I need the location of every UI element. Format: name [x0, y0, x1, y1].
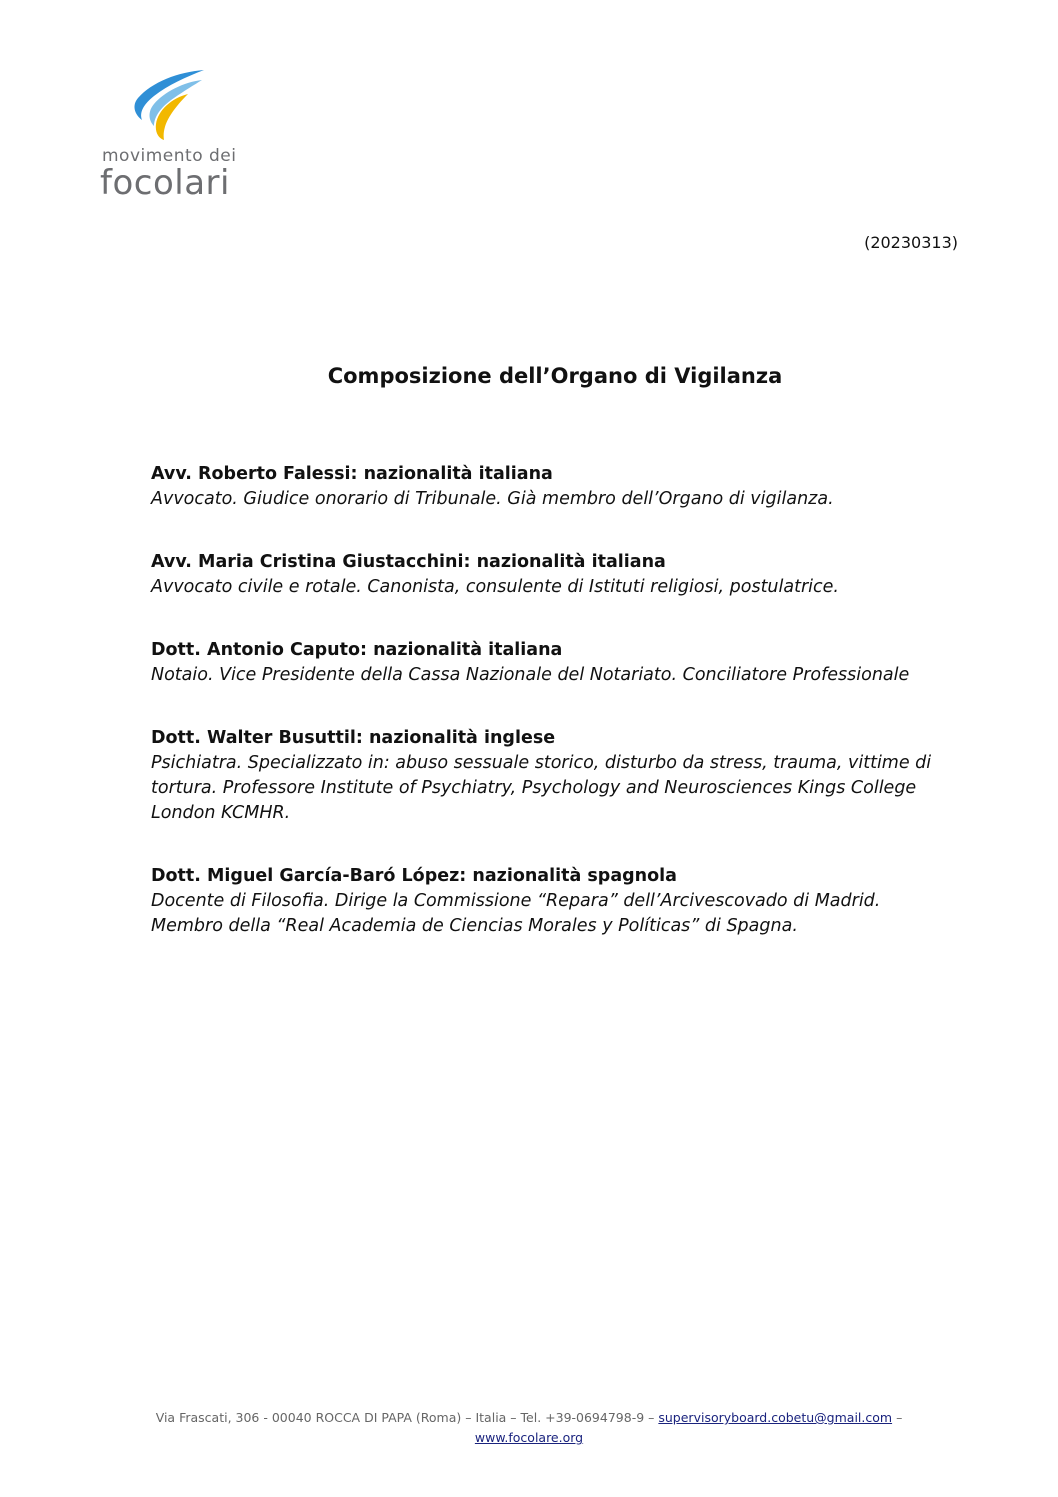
footer-email-link[interactable]: supervisoryboard.cobetu@gmail.com: [658, 1410, 893, 1425]
focolari-swoosh-icon: [130, 68, 210, 143]
member-item: [151, 864, 961, 939]
logo-text-line1: movimento dei: [102, 146, 237, 166]
member-name: Dott. Walter Busuttil: nazionalità inglese: [151, 728, 556, 748]
member-description: Avvocato civile e rotale. Canonista, consulente di Istituti religiosi, postulatrice.: [151, 577, 839, 597]
member-item: [151, 550, 961, 600]
member-name: Dott. Miguel García-Baró López: nazionalità spagnola: [151, 866, 677, 886]
member-description: Notaio. Vice Presidente della Cassa Nazionale del Notariato. Conciliatore Professionale: [151, 665, 910, 685]
members-list: [151, 462, 961, 977]
logo-text-line2: focolari: [100, 163, 230, 203]
focolari-logo: [100, 68, 250, 203]
member-item: [151, 726, 961, 826]
footer-address: Via Frascati, 306 - 00040 ROCCA DI PAPA (Roma) – Italia – Tel. +39-0694798-9 –: [155, 1410, 655, 1425]
member-name: Avv. Maria Cristina Giustacchini: nazionalità italiana: [151, 552, 666, 572]
member-item: [151, 638, 961, 688]
footer-dash: –: [896, 1410, 903, 1425]
member-name: Dott. Antonio Caputo: nazionalità italiana: [151, 640, 563, 660]
footer-line2: [0, 1428, 1058, 1448]
footer-line1: [0, 1408, 1058, 1428]
page-footer: [0, 1408, 1058, 1448]
member-description: Avvocato. Giudice onorario di Tribunale. Già membro dell’Organo di vigilanza.: [151, 489, 834, 509]
footer-website-link[interactable]: www.focolare.org: [474, 1430, 584, 1445]
member-item: [151, 462, 961, 512]
member-description-extra: Membro della “Real Academia de Ciencias Morales y Políticas” di Spagna.: [151, 916, 798, 936]
document-date: (20230313): [864, 233, 958, 252]
page-title: Composizione dell’Organo di Vigilanza: [327, 364, 783, 388]
member-description: Psichiatra. Specializzato in: abuso sessuale storico, disturbo da stress, trauma, vittime di tortura. Professore Institute of Psychiatry, Psychology and Neurosciences Kings College London KCMHR.: [151, 753, 932, 823]
member-description: Docente di Filosofia. Dirige la Commissione “Repara” dell’Arcivescovado di Madrid.: [151, 891, 881, 911]
member-name: Avv. Roberto Falessi: nazionalità italiana: [151, 464, 553, 484]
